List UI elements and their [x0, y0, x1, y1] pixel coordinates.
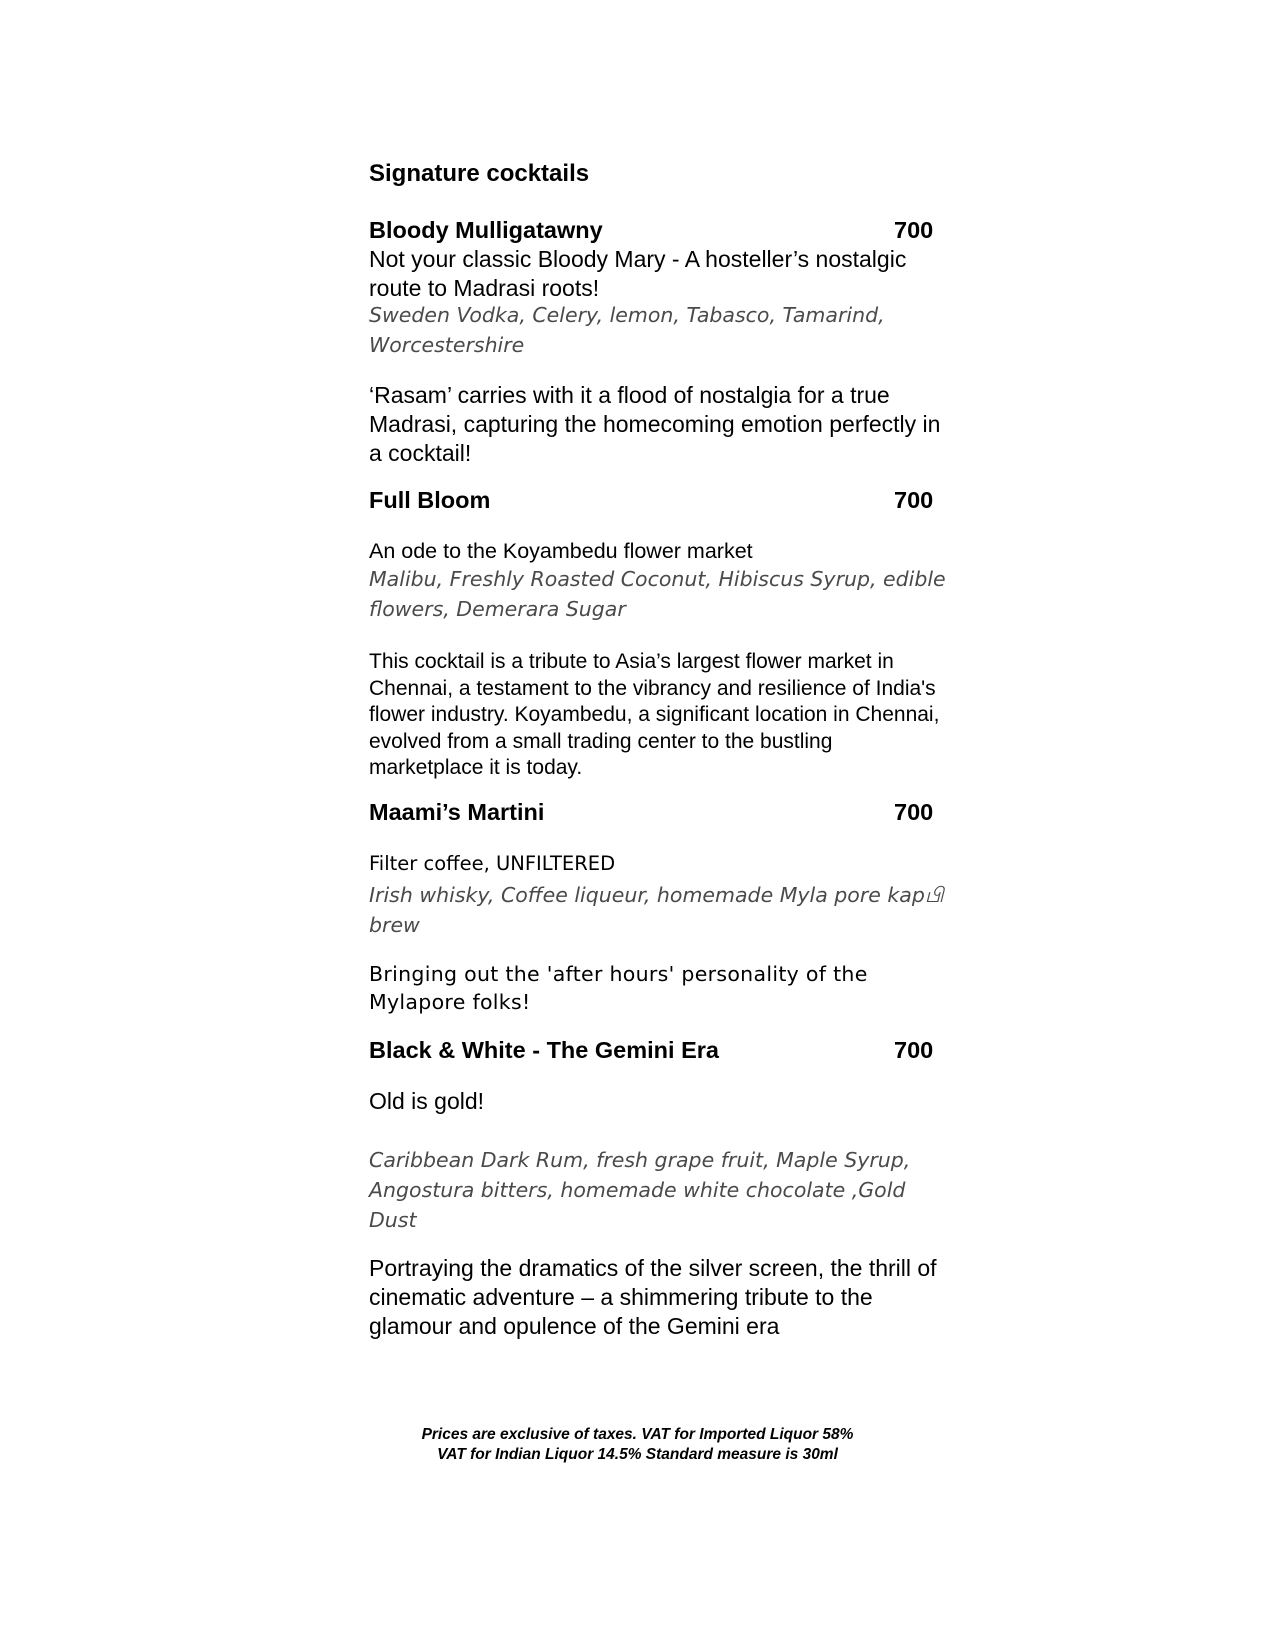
- item-name: Full Bloom: [369, 487, 491, 513]
- item-tagline: Filter coffee, UNFILTERED: [369, 852, 616, 875]
- item-tagline: An ode to the Koyambedu flower market: [369, 539, 753, 563]
- item-name: Maami’s Martini: [369, 799, 545, 825]
- item-tagline: Old is gold!: [369, 1088, 485, 1114]
- item-story: This cocktail is a tribute to Asia’s largest flower market in Chennai, a testament to the vibrancy and resilience of India's flower industry. Koyambedu, a significant location in Chennai, evolved from a small trading center to the bustling marketplace it is today.: [369, 650, 940, 779]
- item-ingredients: Sweden Vodka, Celery, lemon, Tabasco, Tamarind, Worcestershire: [369, 303, 885, 357]
- item-tagline: Not your classic Bloody Mary - A hosteller’s nostalgic route to Madrasi roots!: [369, 246, 907, 301]
- item-story: Bringing out the 'after hours' personality of the Mylapore folks!: [369, 962, 868, 1014]
- item-story: Portraying the dramatics of the silver screen, the thrill of cinematic adventure – a shimmering tribute to the glamour and opulence of the Gemini era: [369, 1255, 937, 1339]
- item-price: 700: [894, 487, 934, 513]
- footnote-line-1: Prices are exclusive of taxes. VAT for Imported Liquor 58%: [421, 1426, 854, 1443]
- tax-footnote: [0, 1425, 1275, 1465]
- footnote-line-2: VAT for Indian Liquor 14.5% Standard measure is 30ml: [437, 1446, 838, 1463]
- item-name: Bloody Mulligatawny: [369, 217, 603, 243]
- item-price: 700: [894, 1037, 934, 1063]
- item-price: 700: [894, 217, 934, 243]
- item-price: 700: [894, 799, 934, 825]
- item-story: ‘Rasam’ carries with it a flood of nostalgia for a true Madrasi, capturing the homecoming emotion perfectly in a cocktail!: [369, 382, 941, 466]
- item-ingredients: Malibu, Freshly Roasted Coconut, Hibiscus Syrup, edible flowers, Demerara Sugar: [369, 567, 946, 621]
- menu-page: [369, 0, 949, 1650]
- item-ingredients: Irish whisky, Coffee liqueur, homemade Myla pore kapபி brew: [369, 883, 944, 937]
- item-ingredients: Caribbean Dark Rum, fresh grape fruit, Maple Syrup, Angostura bitters, homemade white chocolate ,Gold Dust: [369, 1148, 911, 1232]
- item-name: Black & White - The Gemini Era: [369, 1037, 719, 1063]
- section-title: Signature cocktails: [369, 160, 590, 187]
